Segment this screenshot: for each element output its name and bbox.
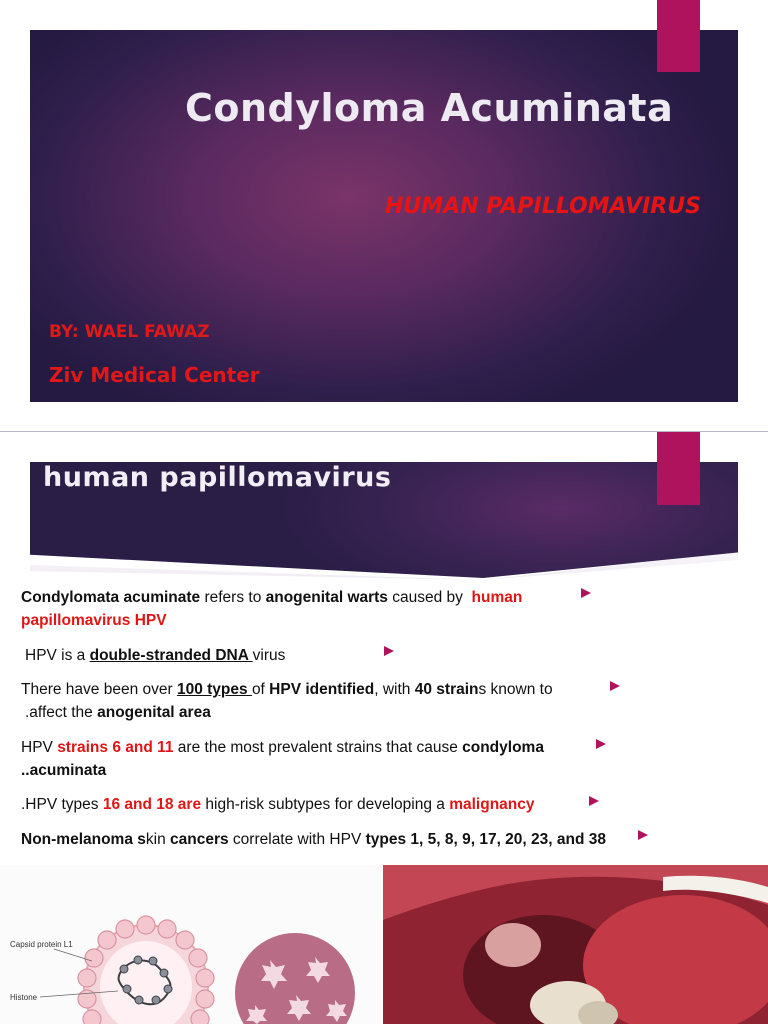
bullet-text: human — [471, 589, 523, 606]
bullet-item — [21, 793, 535, 816]
bullet-text: papillomavirus HPV — [21, 612, 167, 629]
bullet-item — [21, 678, 601, 724]
slide-subtitle: HUMAN PAPILLOMAVIRUS — [385, 194, 701, 219]
bullet-text: anogenital area — [97, 704, 211, 721]
hpv-structure-diagram — [0, 865, 382, 1024]
bullet-text: anogenital warts — [265, 589, 388, 606]
author-name: BY: WAEL FAWAZ — [49, 322, 210, 342]
bullet-text: high-risk subtypes for developing a — [201, 796, 450, 813]
bullet-text: strains 6 and 11 — [57, 739, 174, 756]
bullet-text: double-stranded DNA — [89, 647, 253, 664]
bullet-arrow-icon — [638, 830, 648, 840]
bullet-arrow-icon — [596, 739, 606, 749]
organization-name: Ziv Medical Center — [49, 363, 260, 387]
bullet-item — [21, 828, 606, 851]
slide-title: human papillomavirus — [43, 462, 392, 493]
bullet-text: s known to — [478, 681, 553, 698]
bullet-text: cancers — [170, 831, 229, 848]
bullet-text: HPV is a — [25, 647, 90, 664]
bullet-text: malignancy — [449, 796, 535, 813]
bullet-text: kin — [145, 831, 171, 848]
bullet-text: HPV — [21, 739, 58, 756]
bullet-text: ..acuminata — [21, 762, 107, 779]
bullet-item — [21, 736, 591, 782]
bullet-text: There have been over — [21, 681, 177, 698]
bullet-item — [21, 586, 581, 632]
bullet-text: 16 and 18 are — [102, 796, 202, 813]
bullet-text: refers to — [200, 589, 266, 606]
bullet-text: virus — [252, 647, 286, 664]
slide-title: Condyloma Acuminata — [185, 86, 674, 130]
bullet-item — [25, 644, 285, 667]
bullet-text: 100 types — [176, 681, 252, 698]
clinical-photo — [383, 865, 768, 1024]
bullet-text: types 1, 5, 8, 9, 17, 20, 23, and 38 — [365, 831, 606, 848]
bullet-text: , with — [374, 681, 415, 698]
bullet-arrow-icon — [384, 646, 394, 656]
bullet-arrow-icon — [581, 588, 591, 598]
bullet-text: HPV identified — [269, 681, 375, 698]
bullet-arrow-icon — [589, 796, 599, 806]
bullet-text: Condylomata acuminate — [21, 589, 201, 606]
virus-diagram-icon — [0, 865, 382, 1024]
bullet-text: caused by — [387, 589, 468, 606]
diagram-label: Histone — [10, 993, 38, 1002]
bullet-text: are the most prevalent strains that cause — [173, 739, 463, 756]
bullet-text: Non-melanoma s — [21, 831, 146, 848]
bullet-text: .affect the — [25, 704, 98, 721]
diagram-label: Capsid protein L1 — [10, 940, 73, 949]
bullet-text: 40 strain — [414, 681, 479, 698]
bullet-text: condyloma — [462, 739, 544, 756]
bullet-text: of — [251, 681, 270, 698]
mouth-photo-icon — [383, 865, 768, 1024]
bullet-text: correlate with HPV — [228, 831, 366, 848]
bullet-arrow-icon — [610, 681, 620, 691]
bullet-text: .HPV types — [21, 796, 103, 813]
